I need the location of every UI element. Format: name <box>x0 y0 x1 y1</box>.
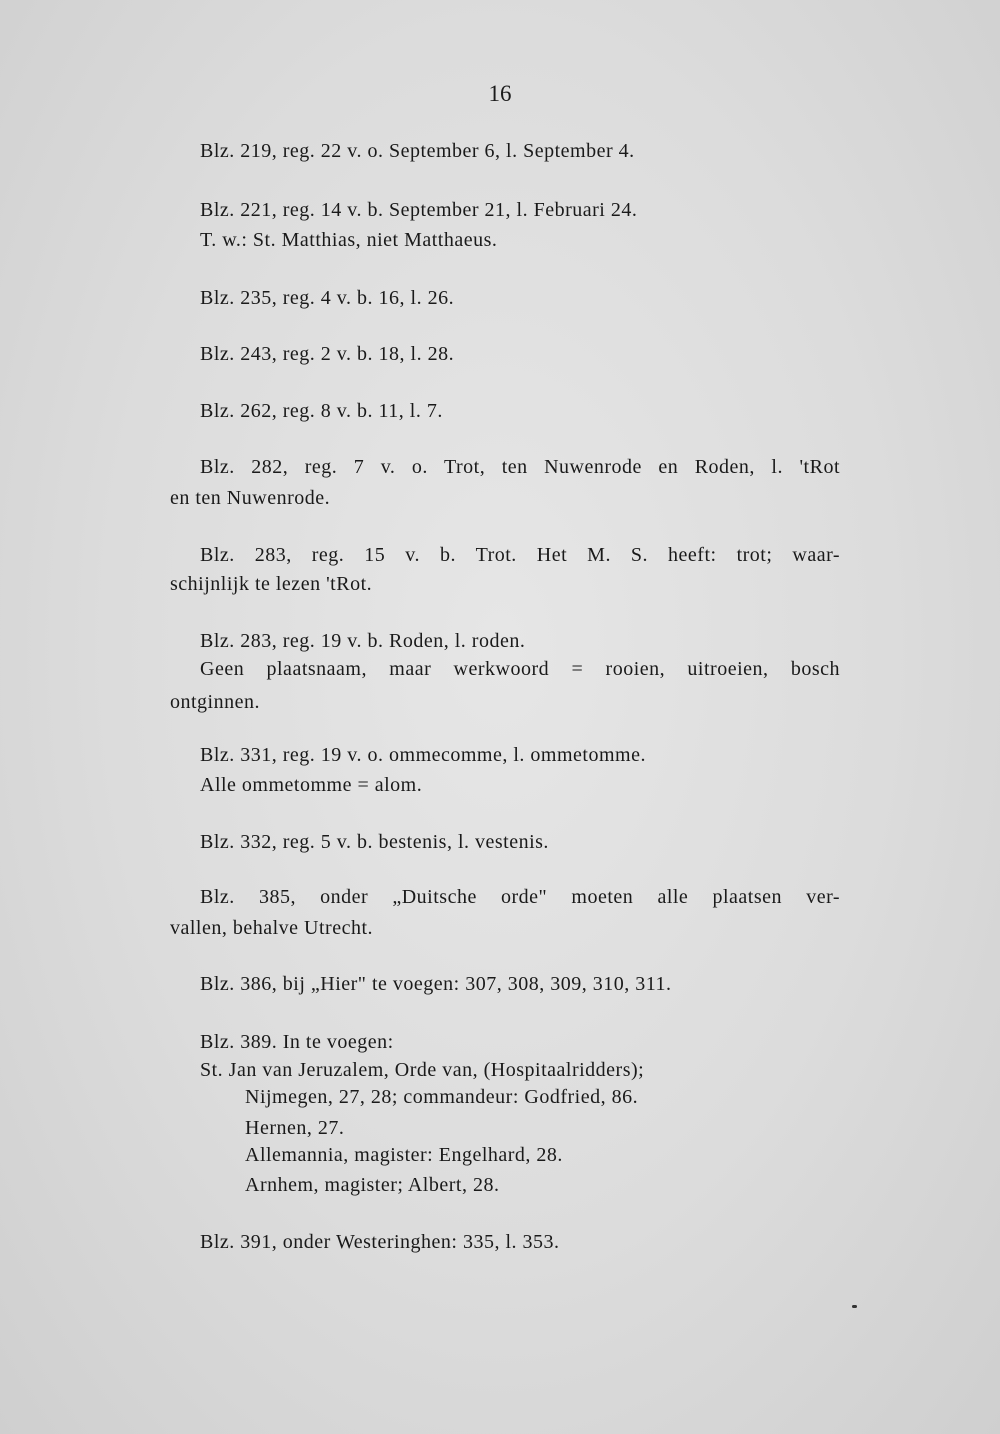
erratum-line: Blz. 243, reg. 2 v. b. 18, l. 28. <box>200 343 455 365</box>
erratum-line: T. w.: St. Matthias, niet Matthaeus. <box>200 229 498 251</box>
erratum-line: Blz. 389. In te voegen: <box>200 1031 394 1053</box>
erratum-line: Arnhem, magister; Albert, 28. <box>245 1174 500 1196</box>
erratum-line: Blz. 385, onder „Duitsche orde" moeten alle plaatsen ver- <box>200 886 840 908</box>
erratum-line: Blz. 283, reg. 19 v. b. Roden, l. roden. <box>200 630 526 652</box>
erratum-line: St. Jan van Jeruzalem, Orde van, (Hospitaalridders); <box>200 1059 645 1081</box>
erratum-line: Blz. 386, bij „Hier" te voegen: 307, 308, 309, 310, 311. <box>200 973 672 995</box>
erratum-line: Allemannia, magister: Engelhard, 28. <box>245 1144 563 1166</box>
erratum-line: Blz. 332, reg. 5 v. b. bestenis, l. vestenis. <box>200 831 549 853</box>
erratum-line: Geen plaatsnaam, maar werkwoord = rooien, uitroeien, bosch <box>200 658 840 680</box>
erratum-line: Blz. 219, reg. 22 v. o. September 6, l. September 4. <box>200 140 635 162</box>
erratum-line: Blz. 282, reg. 7 v. o. Trot, ten Nuwenrode en Roden, l. 'tRot <box>200 456 840 478</box>
erratum-line: vallen, behalve Utrecht. <box>170 917 374 939</box>
erratum-line: Blz. 262, reg. 8 v. b. 11, l. 7. <box>200 400 443 422</box>
page-number: 16 <box>488 81 512 106</box>
erratum-line: Blz. 235, reg. 4 v. b. 16, l. 26. <box>200 287 455 309</box>
erratum-line: Hernen, 27. <box>245 1117 345 1139</box>
erratum-line: ontginnen. <box>170 691 260 713</box>
erratum-line: Blz. 331, reg. 19 v. o. ommecomme, l. ommetomme. <box>200 744 646 766</box>
ink-speck <box>852 1305 857 1308</box>
erratum-line: Alle ommetomme = alom. <box>200 774 423 796</box>
erratum-line: Blz. 391, onder Westeringhen: 335, l. 353. <box>200 1231 560 1253</box>
erratum-line: Blz. 283, reg. 15 v. b. Trot. Het M. S. heeft: trot; waar- <box>200 544 840 566</box>
erratum-line: schijnlijk te lezen 'tRot. <box>170 573 373 595</box>
erratum-line: Blz. 221, reg. 14 v. b. September 21, l. Februari 24. <box>200 199 638 221</box>
erratum-line: en ten Nuwenrode. <box>170 487 331 509</box>
erratum-line: Nijmegen, 27, 28; commandeur: Godfried, 86. <box>245 1086 639 1108</box>
